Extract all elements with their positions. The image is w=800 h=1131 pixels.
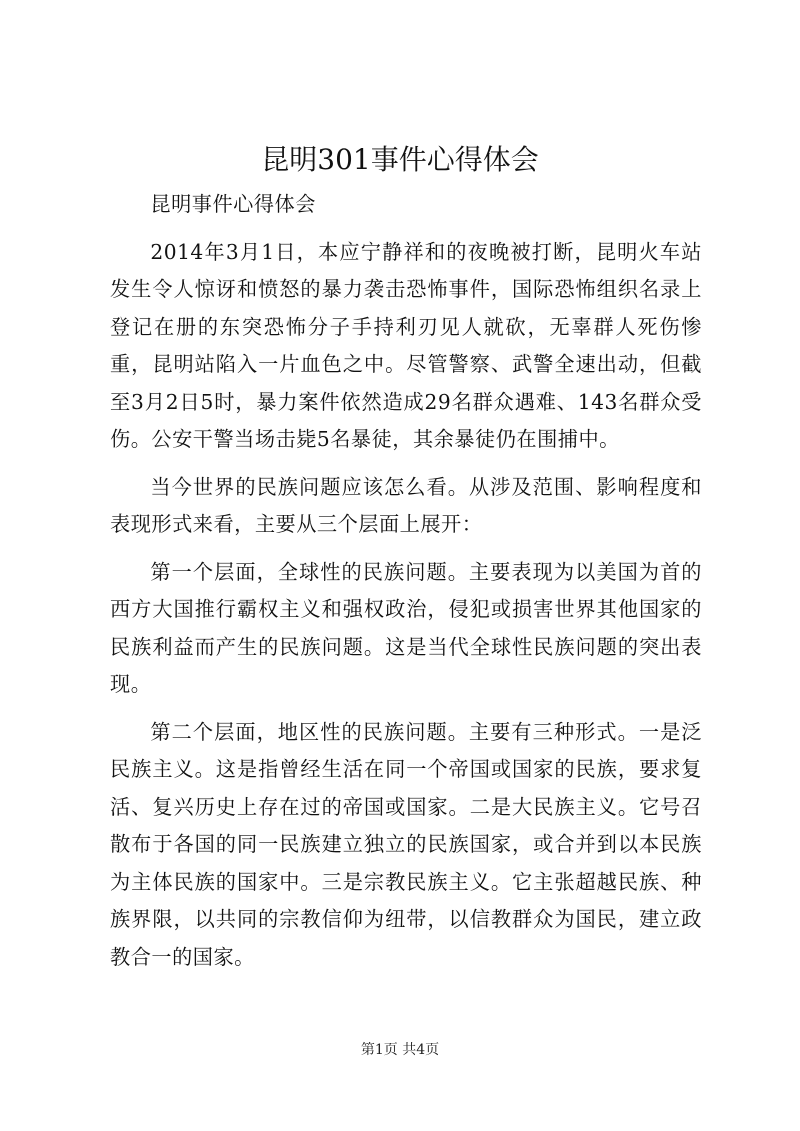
paragraph-regional-level: 第二个层面，地区性的民族问题。主要有三种形式。一是泛民族主义。这是指曾经生活在同一个帝国或国家的民族，要求复活、复兴历史上存在过的帝国或国家。二是大民族主义。它号召散布于各国的同一民族建立独立的民族国家，或合并到以本民族为主体民族的国家中。三是宗教民族主义。它主张超越民族、种族界限，以共同的宗教信仰为纽带，以信教群众为国民，建立政教合一的国家。 bbox=[110, 719, 702, 969]
document-title: 昆明301事件心得体会 bbox=[261, 143, 539, 176]
document-body bbox=[110, 186, 702, 986]
paragraph-global-level: 第一个层面，全球性的民族问题。主要表现为以美国为首的西方大国推行霸权主义和强权政治，侵犯或损害世界其他国家的民族利益而产生的民族问题。这是当代全球性民族问题的突出表现。 bbox=[110, 559, 702, 696]
paragraph-ethnic-question: 当今世界的民族问题应该怎么看。从涉及范围、影响程度和表现形式来看，主要从三个层面上展开： bbox=[110, 474, 702, 536]
page-footer: 第1页 共4页 bbox=[360, 1042, 440, 1058]
paragraph-subtitle: 昆明事件心得体会 bbox=[150, 192, 316, 216]
paragraph-event-summary: 2014年3月1日，本应宁静祥和的夜晚被打断，昆明火车站发生令人惊讶和愤怒的暴力袭击恐怖事件，国际恐怖组织名录上登记在册的东突恐怖分子手持利刃见人就砍，无辜群人死伤惨重，昆明站陷入一片血色之中。尽管警察、武警全速出动，但截至3月2日5时，暴力案件依然造成29名群众遇难、143名群众受伤。公安干警当场击毙5名暴徒，其余暴徒仍在围捕中。 bbox=[110, 239, 702, 451]
